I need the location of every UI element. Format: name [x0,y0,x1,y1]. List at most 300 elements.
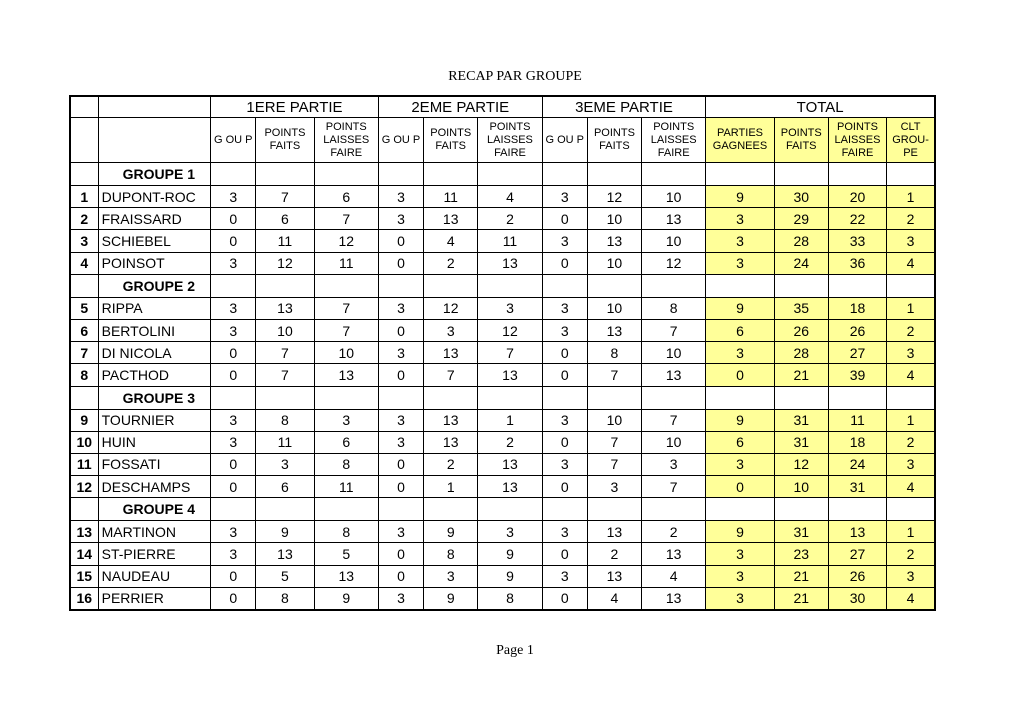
subheader-p3-points-laisses: POINTS LAISSES FAIRE [642,118,706,163]
group-blank-cell [478,163,542,186]
subheader-p1-points-faits: POINTS FAITS [256,118,314,163]
group-blank-cell [256,498,314,521]
subheader-p2-points-faits: POINTS FAITS [424,118,478,163]
p2-points-laisses: 9 [478,565,542,587]
player-rank: 5 [70,297,98,319]
header-part-1: 1ERE PARTIE [211,96,379,118]
group-total-blank-cell [828,498,886,521]
p3-points-faits: 8 [587,342,641,364]
p1-points-faits: 7 [256,342,314,364]
group-blank-cell [378,163,423,186]
p3-gp: 0 [542,252,587,274]
total-clt-groupe: 1 [887,409,935,431]
group-blank-cell [424,498,478,521]
p1-points-laisses: 10 [314,342,378,364]
group-blank-cell [211,274,256,297]
p3-points-laisses: 10 [642,431,706,453]
player-name: PACTHOD [98,364,211,386]
group-total-blank-cell [887,386,935,409]
group-total-blank-cell [706,498,774,521]
player-rank: 16 [70,587,98,610]
group-blank-cell [378,386,423,409]
p2-gp: 0 [378,252,423,274]
p1-points-laisses: 8 [314,453,378,475]
p3-points-laisses: 12 [642,252,706,274]
group-blank-cell [478,274,542,297]
player-row [70,587,935,610]
p3-points-laisses: 13 [642,587,706,610]
player-row [70,521,935,543]
p2-points-faits: 13 [424,409,478,431]
p3-points-faits: 7 [587,364,641,386]
group-total-blank-cell [887,274,935,297]
group-header-row [70,386,935,409]
total-points-faits: 31 [774,521,828,543]
total-clt-groupe: 3 [887,453,935,475]
player-rank: 1 [70,186,98,208]
p1-gp: 0 [211,476,256,498]
p1-gp: 0 [211,364,256,386]
header-total: TOTAL [706,96,935,118]
total-clt-groupe: 4 [887,364,935,386]
player-rank: 14 [70,543,98,565]
group-total-blank-cell [828,386,886,409]
subheader-blank-name [98,118,211,163]
group-blank-cell [424,163,478,186]
group-total-blank-cell [706,274,774,297]
player-rank: 11 [70,453,98,475]
p2-gp: 0 [378,364,423,386]
total-points-laisses: 27 [828,543,886,565]
p2-points-laisses: 13 [478,252,542,274]
player-name: NAUDEAU [98,565,211,587]
p3-gp: 0 [542,543,587,565]
group-total-blank-cell [774,386,828,409]
total-points-faits: 30 [774,186,828,208]
p2-points-faits: 13 [424,431,478,453]
group-blank-cell [542,163,587,186]
player-name: ST-PIERRE [98,543,211,565]
player-row [70,453,935,475]
p1-points-laisses: 7 [314,319,378,341]
header-row-sections [70,96,935,118]
p2-gp: 0 [378,565,423,587]
player-name: DI NICOLA [98,342,211,364]
p2-points-faits: 4 [424,230,478,252]
p1-points-faits: 12 [256,252,314,274]
total-parties-gagnees: 9 [706,186,774,208]
total-clt-groupe: 4 [887,587,935,610]
p1-gp: 0 [211,587,256,610]
total-parties-gagnees: 3 [706,208,774,230]
p1-points-laisses: 13 [314,565,378,587]
group-blank-cell [587,274,641,297]
group-blank-cell [211,163,256,186]
p1-points-laisses: 7 [314,208,378,230]
p3-points-laisses: 4 [642,565,706,587]
p1-points-faits: 9 [256,521,314,543]
p3-points-faits: 10 [587,208,641,230]
p3-points-laisses: 8 [642,297,706,319]
p1-gp: 3 [211,297,256,319]
p2-points-laisses: 13 [478,364,542,386]
p1-points-laisses: 6 [314,431,378,453]
p3-points-faits: 13 [587,230,641,252]
player-row [70,364,935,386]
group-blank-cell [256,274,314,297]
p2-points-faits: 13 [424,342,478,364]
p3-gp: 3 [542,409,587,431]
player-row [70,342,935,364]
p1-points-faits: 5 [256,565,314,587]
player-name: PERRIER [98,587,211,610]
total-parties-gagnees: 3 [706,543,774,565]
p3-points-laisses: 13 [642,208,706,230]
total-points-laisses: 26 [828,565,886,587]
group-blank-cell [378,274,423,297]
p1-gp: 0 [211,453,256,475]
p3-points-laisses: 3 [642,453,706,475]
p1-points-laisses: 8 [314,521,378,543]
group-total-blank-cell [828,163,886,186]
p3-points-faits: 13 [587,319,641,341]
p2-points-laisses: 2 [478,208,542,230]
player-name: TOURNIER [98,409,211,431]
p1-gp: 3 [211,186,256,208]
p2-points-faits: 2 [424,453,478,475]
player-row [70,431,935,453]
p1-points-laisses: 11 [314,476,378,498]
p1-points-laisses: 5 [314,543,378,565]
p2-gp: 3 [378,431,423,453]
subheader-p1-points-laisses: POINTS LAISSES FAIRE [314,118,378,163]
total-points-faits: 31 [774,431,828,453]
group-blank-cell [378,498,423,521]
group-blank-cell [424,386,478,409]
group-blank-cell [314,274,378,297]
p2-points-faits: 11 [424,186,478,208]
player-row [70,543,935,565]
p1-points-laisses: 13 [314,364,378,386]
total-points-laisses: 24 [828,453,886,475]
group-blank-cell [587,386,641,409]
p2-points-laisses: 12 [478,319,542,341]
total-clt-groupe: 4 [887,252,935,274]
group-blank-cell [478,498,542,521]
p3-points-faits: 10 [587,409,641,431]
total-parties-gagnees: 9 [706,521,774,543]
player-rank: 6 [70,319,98,341]
p3-points-laisses: 13 [642,543,706,565]
total-parties-gagnees: 6 [706,319,774,341]
total-points-faits: 35 [774,297,828,319]
p3-gp: 0 [542,364,587,386]
p2-points-laisses: 3 [478,521,542,543]
group-total-blank-cell [774,498,828,521]
total-points-laisses: 30 [828,587,886,610]
p1-points-laisses: 11 [314,252,378,274]
p1-points-faits: 7 [256,364,314,386]
group-label: GROUPE 1 [98,163,211,186]
group-num-blank [70,274,98,297]
total-clt-groupe: 2 [887,319,935,341]
group-total-blank-cell [706,163,774,186]
p2-points-laisses: 2 [478,431,542,453]
total-points-laisses: 22 [828,208,886,230]
p3-gp: 0 [542,476,587,498]
total-points-laisses: 33 [828,230,886,252]
p1-gp: 3 [211,252,256,274]
header-part-3: 3EME PARTIE [542,96,706,118]
group-total-blank-cell [887,498,935,521]
total-points-laisses: 11 [828,409,886,431]
p2-gp: 3 [378,521,423,543]
p3-points-faits: 4 [587,587,641,610]
total-points-laisses: 18 [828,431,886,453]
player-name: MARTINON [98,521,211,543]
player-rank: 3 [70,230,98,252]
p2-points-faits: 2 [424,252,478,274]
group-label: GROUPE 3 [98,386,211,409]
player-rank: 13 [70,521,98,543]
p3-points-laisses: 10 [642,230,706,252]
player-rank: 2 [70,208,98,230]
total-parties-gagnees: 3 [706,252,774,274]
group-total-blank-cell [774,163,828,186]
page-title: RECAP PAR GROUPE [448,69,582,84]
total-points-faits: 28 [774,342,828,364]
subheader-total-parties: PARTIES GAGNEES [706,118,774,163]
p2-points-faits: 13 [424,208,478,230]
p1-gp: 3 [211,521,256,543]
player-rank: 9 [70,409,98,431]
total-parties-gagnees: 6 [706,431,774,453]
total-points-laisses: 18 [828,297,886,319]
p2-points-laisses: 7 [478,342,542,364]
total-clt-groupe: 3 [887,342,935,364]
subheader-p3-gp: G OU P [542,118,587,163]
subheader-p3-points-faits: POINTS FAITS [587,118,641,163]
total-points-laisses: 39 [828,364,886,386]
group-num-blank [70,163,98,186]
group-blank-cell [211,386,256,409]
group-total-blank-cell [828,274,886,297]
p1-points-faits: 8 [256,587,314,610]
total-points-faits: 31 [774,409,828,431]
player-name: HUIN [98,431,211,453]
total-parties-gagnees: 3 [706,342,774,364]
total-points-faits: 26 [774,319,828,341]
player-row [70,230,935,252]
group-total-blank-cell [887,163,935,186]
total-clt-groupe: 3 [887,565,935,587]
group-num-blank [70,498,98,521]
p1-gp: 3 [211,409,256,431]
p2-points-laisses: 9 [478,543,542,565]
p3-points-faits: 3 [587,476,641,498]
player-name: FOSSATI [98,453,211,475]
p1-gp: 0 [211,565,256,587]
recap-table-body [70,96,935,610]
group-blank-cell [314,163,378,186]
p2-points-faits: 12 [424,297,478,319]
p2-points-faits: 8 [424,543,478,565]
subheader-total-points-faits: POINTS FAITS [774,118,828,163]
p2-gp: 0 [378,230,423,252]
p3-gp: 0 [542,431,587,453]
p1-points-faits: 11 [256,230,314,252]
p2-points-laisses: 1 [478,409,542,431]
p2-gp: 0 [378,453,423,475]
group-total-blank-cell [774,274,828,297]
player-rank: 12 [70,476,98,498]
total-parties-gagnees: 9 [706,409,774,431]
total-parties-gagnees: 3 [706,587,774,610]
player-row [70,186,935,208]
total-points-laisses: 31 [828,476,886,498]
group-header-row [70,498,935,521]
player-rank: 15 [70,565,98,587]
p3-gp: 3 [542,297,587,319]
p3-points-laisses: 10 [642,342,706,364]
p2-points-laisses: 3 [478,297,542,319]
p1-points-laisses: 3 [314,409,378,431]
p1-gp: 3 [211,431,256,453]
player-row [70,409,935,431]
group-blank-cell [642,274,706,297]
player-row [70,319,935,341]
p2-gp: 3 [378,186,423,208]
player-name: BERTOLINI [98,319,211,341]
p2-gp: 0 [378,543,423,565]
p1-points-laisses: 7 [314,297,378,319]
total-clt-groupe: 2 [887,431,935,453]
total-points-laisses: 26 [828,319,886,341]
p1-gp: 3 [211,543,256,565]
p2-points-faits: 3 [424,565,478,587]
player-name: RIPPA [98,297,211,319]
header-corner-num [70,96,98,118]
group-blank-cell [642,498,706,521]
group-blank-cell [211,498,256,521]
player-rank: 7 [70,342,98,364]
subheader-p1-gp: G OU P [211,118,256,163]
p3-gp: 3 [542,521,587,543]
p1-points-laisses: 9 [314,587,378,610]
p3-points-laisses: 13 [642,364,706,386]
total-clt-groupe: 2 [887,208,935,230]
p1-points-faits: 13 [256,297,314,319]
p1-points-faits: 6 [256,208,314,230]
p1-points-faits: 13 [256,543,314,565]
total-points-faits: 23 [774,543,828,565]
player-rank: 8 [70,364,98,386]
player-row [70,565,935,587]
group-blank-cell [542,498,587,521]
p2-gp: 3 [378,587,423,610]
p3-gp: 0 [542,587,587,610]
p3-points-laisses: 7 [642,319,706,341]
p2-points-laisses: 13 [478,476,542,498]
total-parties-gagnees: 9 [706,297,774,319]
total-points-faits: 24 [774,252,828,274]
subheader-p2-gp: G OU P [378,118,423,163]
p2-points-faits: 9 [424,521,478,543]
p2-points-faits: 7 [424,364,478,386]
total-points-faits: 12 [774,453,828,475]
total-points-faits: 21 [774,565,828,587]
total-clt-groupe: 3 [887,230,935,252]
group-blank-cell [314,498,378,521]
header-row-columns [70,118,935,163]
p2-points-laisses: 11 [478,230,542,252]
p1-points-faits: 10 [256,319,314,341]
p3-gp: 3 [542,319,587,341]
total-parties-gagnees: 0 [706,364,774,386]
group-blank-cell [314,386,378,409]
group-total-blank-cell [706,386,774,409]
p2-points-laisses: 13 [478,453,542,475]
p3-points-laisses: 7 [642,476,706,498]
total-points-laisses: 13 [828,521,886,543]
p2-gp: 3 [378,342,423,364]
total-parties-gagnees: 0 [706,476,774,498]
p2-gp: 3 [378,297,423,319]
player-row [70,208,935,230]
p1-gp: 0 [211,208,256,230]
p2-gp: 3 [378,208,423,230]
p1-gp: 3 [211,319,256,341]
p2-points-laisses: 8 [478,587,542,610]
group-blank-cell [642,163,706,186]
p2-gp: 3 [378,409,423,431]
total-points-laisses: 27 [828,342,886,364]
header-part-2: 2EME PARTIE [378,96,542,118]
group-blank-cell [256,163,314,186]
total-clt-groupe: 2 [887,543,935,565]
player-name: DUPONT-ROC [98,186,211,208]
group-blank-cell [587,498,641,521]
p2-points-laisses: 4 [478,186,542,208]
p2-gp: 0 [378,476,423,498]
p2-gp: 0 [378,319,423,341]
total-points-faits: 21 [774,364,828,386]
p2-points-faits: 9 [424,587,478,610]
p3-gp: 3 [542,453,587,475]
total-parties-gagnees: 3 [706,230,774,252]
total-points-faits: 29 [774,208,828,230]
player-row [70,297,935,319]
group-blank-cell [256,386,314,409]
subheader-blank-num [70,118,98,163]
player-rank: 4 [70,252,98,274]
total-clt-groupe: 1 [887,521,935,543]
page-footer: Page 1 [496,643,534,658]
group-header-row [70,163,935,186]
p1-points-faits: 3 [256,453,314,475]
p3-points-faits: 13 [587,565,641,587]
player-rank: 10 [70,431,98,453]
p1-gp: 0 [211,342,256,364]
group-blank-cell [542,274,587,297]
p3-gp: 3 [542,186,587,208]
subheader-total-clt: CLT GROU- PE [887,118,935,163]
p3-points-laisses: 7 [642,409,706,431]
p1-gp: 0 [211,230,256,252]
group-blank-cell [542,386,587,409]
p3-points-faits: 7 [587,453,641,475]
p1-points-faits: 11 [256,431,314,453]
